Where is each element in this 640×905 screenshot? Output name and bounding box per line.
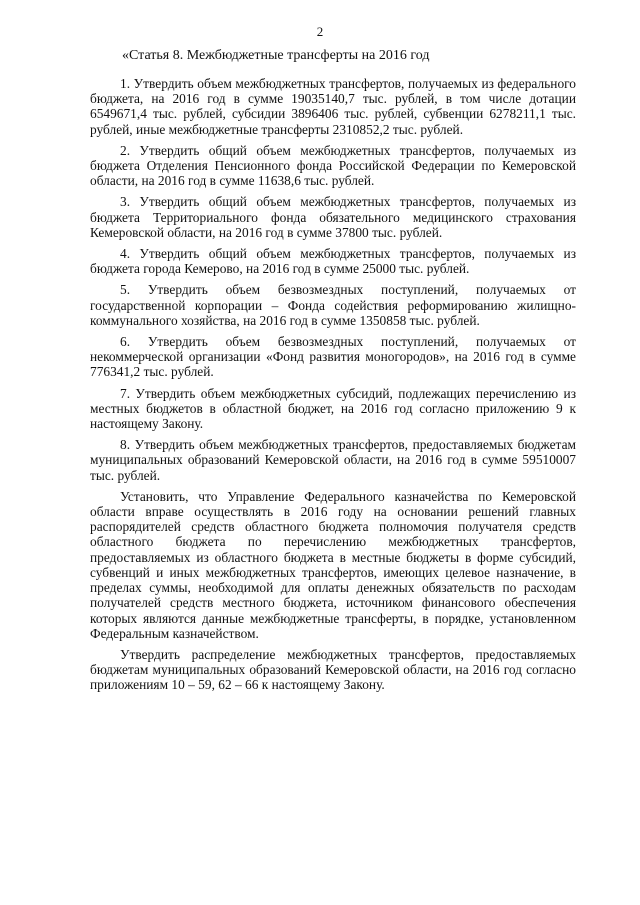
article-body (90, 76, 576, 699)
paragraph-7: 7. Утвердить объем межбюджетных субсидий, подлежащих перечислению из местных бюджетов в областной бюджет, на 2016 год согласно приложению 9 к настоящему Закону. (90, 385, 576, 432)
paragraph-1: 1. Утвердить объем межбюджетных трансфертов, получаемых из федерального бюджета, на 2016 год в сумме 19035140,7 тыс. рублей, в том числе дотации 6549671,4 тыс. рублей, субсидии 3896406 тыс. рублей, субвенции 6278211,1 тыс. рублей, иные межбюджетные трансферты 2310852,2 тыс. рублей. (90, 76, 576, 137)
paragraph-2: 2. Утвердить общий объем межбюджетных трансфертов, получаемых из бюджета Отделения Пенсионного фонда Российской Федерации по Кемеровской области, на 2016 год в сумме 11638,6 тыс. рублей. (90, 142, 576, 189)
article-heading: «Статья 8. Межбюджетные трансферты на 2016 год (122, 48, 430, 63)
paragraph-8: 8. Утвердить объем межбюджетных трансфертов, предоставляемых бюджетам муниципальных образований Кемеровской области, на 2016 год в сумме 59510007 тыс. рублей. (90, 437, 576, 483)
paragraph-distribution: Утвердить распределение межбюджетных трансфертов, предоставляемых бюджетам муниципальных образований Кемеровской области, на 2016 год согласно приложениям 10 – 59, 62 – 66 к настоящему Закону. (90, 646, 576, 693)
paragraph-treasury: Установить, что Управление Федерального казначейства по Кемеровской области вправе осуществлять в 2016 году на основании решений главных распорядителей средств областного бюджета полномочия получателя средств областного бюджета по перечислению межбюджетных трансфертов, предоставляемых из областного бюджета в местные бюджеты в форме субсидий, субвенций и иных межбюджетных трансфертов, имеющих целевое назначение, в пределах суммы, необходимой для оплаты денежных обязательств по расходам получателей средств местного бюджета, источником финансового обеспечения которых являются данные межбюджетные трансферты, в порядке, установленном Федеральным казначейством. (90, 488, 576, 641)
paragraph-4: 4. Утвердить общий объем межбюджетных трансфертов, получаемых из бюджета города Кемерово, на 2016 год в сумме 25000 тыс. рублей. (90, 246, 576, 277)
paragraph-3: 3. Утвердить общий объем межбюджетных трансфертов, получаемых из бюджета Территориального фонда обязательного медицинского страхования Кемеровской области, на 2016 год в сумме 37800 тыс. рублей. (90, 194, 576, 240)
page-number: 2 (316, 24, 324, 39)
paragraph-5: 5. Утвердить объем безвозмездных поступлений, получаемых от государственной корпорации – Фонда содействия реформированию жилищно-коммунального хозяйства, на 2016 год в сумме 1350858 тыс. рублей. (90, 282, 576, 328)
paragraph-6: 6. Утвердить объем безвозмездных поступлений, получаемых от некоммерческой организации «Фонд развития моногородов», на 2016 год в сумме 776341,2 тыс. рублей. (90, 334, 576, 380)
